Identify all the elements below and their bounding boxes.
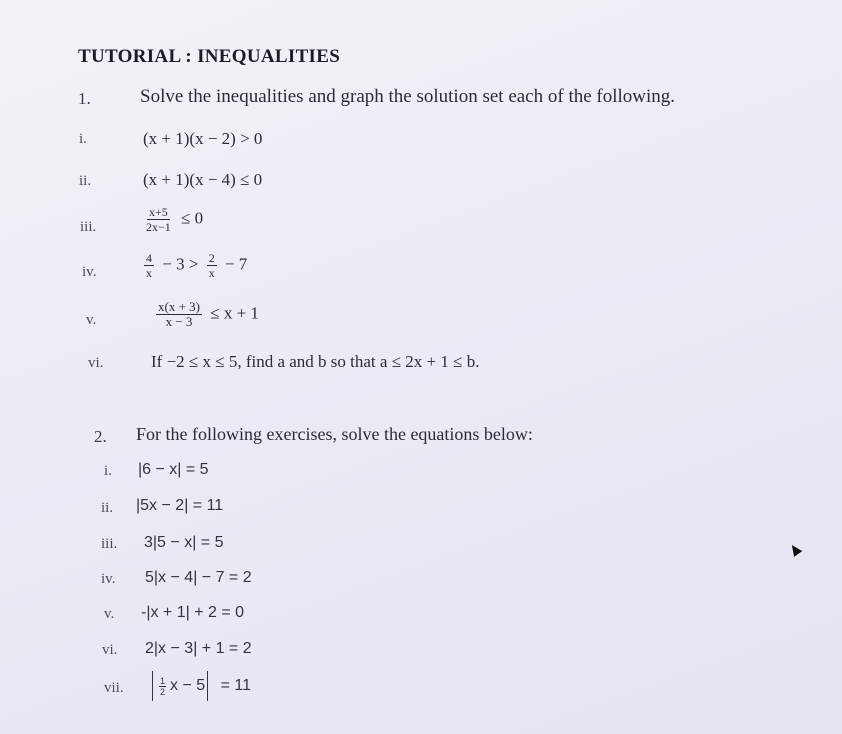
absolute-value-bar xyxy=(152,671,153,701)
item-label: ii. xyxy=(101,500,114,516)
item-label: ii. xyxy=(79,173,92,189)
mouse-cursor-icon xyxy=(788,542,803,557)
equation-2-iii: 3|5 − x| = 5 xyxy=(144,534,224,551)
item-label: iii. xyxy=(101,536,118,552)
fraction-denominator: 2x−1 xyxy=(146,220,171,234)
question-1-prompt: Solve the inequalities and graph the solution set each of the following. xyxy=(140,86,676,107)
absolute-value-bar xyxy=(207,671,208,701)
equation-2-vii xyxy=(150,671,251,701)
item-label: i. xyxy=(79,131,87,147)
item-label: vii. xyxy=(104,680,124,696)
page-title: TUTORIAL : INEQUALITIES xyxy=(78,46,341,67)
item-label: i. xyxy=(104,463,112,479)
absolute-value-inner: x − 5 xyxy=(170,677,206,695)
fraction-denominator: x xyxy=(208,266,215,280)
inequality-middle: − 3 > xyxy=(162,254,199,274)
inequality-rhs: − 7 xyxy=(224,254,248,274)
fraction-numerator: 2 xyxy=(208,251,215,265)
item-label: iv. xyxy=(82,264,97,280)
inequality-rhs: ≤ x + 1 xyxy=(210,303,259,323)
inequality-1-i: (x + 1)(x − 2) > 0 xyxy=(143,129,263,148)
question-1-number: 1. xyxy=(78,89,91,108)
fraction-denominator: 2 xyxy=(160,686,166,697)
inequality-rhs: ≤ 0 xyxy=(181,208,204,228)
inequality-1-iv xyxy=(140,251,247,280)
equation-2-vi: 2|x − 3| + 1 = 2 xyxy=(145,640,252,657)
item-label: iii. xyxy=(80,219,97,235)
item-label: vi. xyxy=(88,355,104,371)
item-label: v. xyxy=(104,606,115,622)
question-2-number: 2. xyxy=(94,427,107,446)
fraction-numerator: x(x + 3) xyxy=(158,299,200,314)
inequality-1-v xyxy=(152,300,259,329)
item-label: v. xyxy=(86,312,97,328)
equation-2-iv: 5|x − 4| − 7 = 2 xyxy=(145,569,252,586)
question-2-prompt: For the following exercises, solve the equations below: xyxy=(136,424,533,444)
equation-rhs: = 11 xyxy=(220,677,252,695)
equation-2-i: |6 − x| = 5 xyxy=(138,461,209,478)
fraction-numerator: 4 xyxy=(146,251,152,265)
inequality-1-ii: (x + 1)(x − 4) ≤ 0 xyxy=(143,170,263,189)
item-label: vi. xyxy=(102,642,118,658)
inequality-1-vi: If −2 ≤ x ≤ 5, find a and b so that a ≤ 2x + 1 ≤ b. xyxy=(151,352,480,371)
item-label: iv. xyxy=(101,571,116,587)
fraction-denominator: x − 3 xyxy=(165,314,193,329)
equation-2-ii: |5x − 2| = 11 xyxy=(136,497,224,514)
fraction-denominator: x xyxy=(146,266,152,280)
inequality-1-iii xyxy=(140,205,203,234)
fraction-numerator: 1 xyxy=(160,675,166,686)
equation-2-v: -|x + 1| + 2 = 0 xyxy=(141,604,245,621)
fraction-numerator: x+5 xyxy=(149,205,168,219)
